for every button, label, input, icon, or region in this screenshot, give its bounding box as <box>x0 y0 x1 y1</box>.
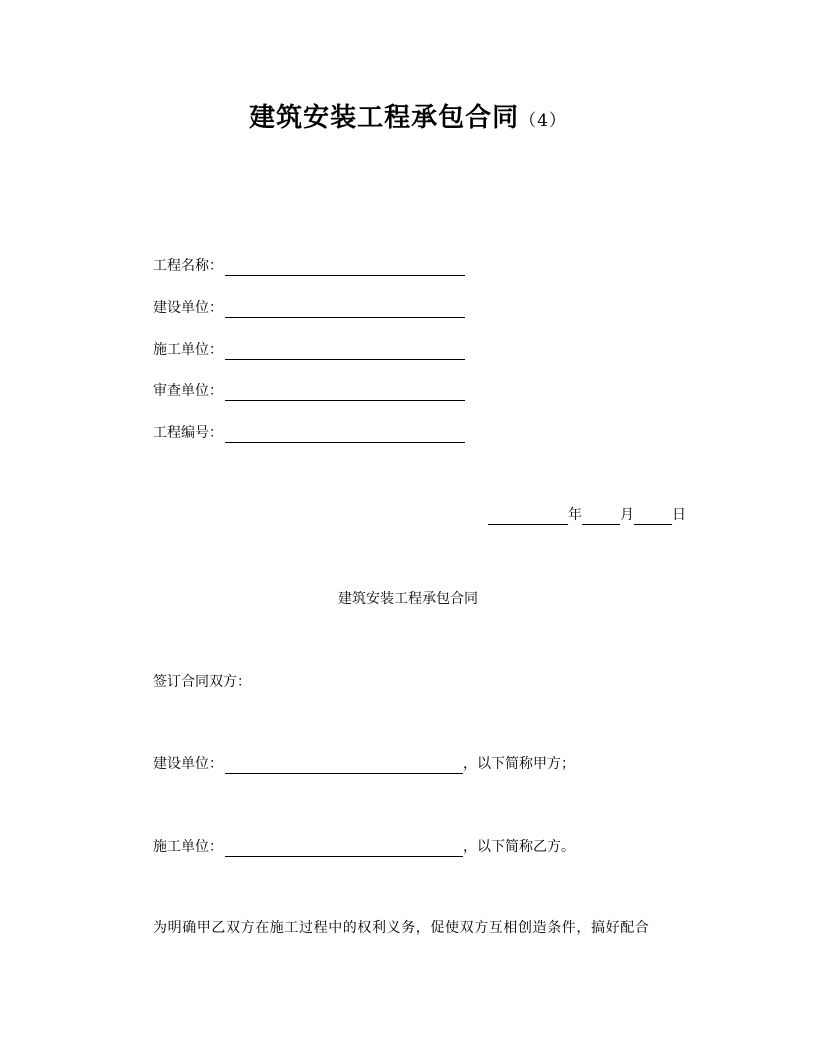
field-project-name <box>153 256 465 276</box>
field-label: 工程编号： <box>153 425 223 441</box>
contract-subtitle: 建筑安装工程承包合同 <box>338 591 478 607</box>
field-builder-unit <box>153 340 465 360</box>
party-a-line <box>153 754 575 774</box>
year-label: 年 <box>568 507 582 523</box>
builder-unit-blank[interactable] <box>225 343 465 360</box>
field-project-number <box>153 423 465 443</box>
party-b-line <box>153 837 575 857</box>
project-name-blank[interactable] <box>225 259 465 276</box>
party-a-suffix: ，以下简称甲方； <box>463 756 575 772</box>
party-b-label: 施工单位： <box>153 839 223 855</box>
review-unit-blank[interactable] <box>225 384 465 401</box>
year-blank[interactable] <box>488 508 568 525</box>
construction-unit-blank[interactable] <box>225 301 465 318</box>
day-blank[interactable] <box>634 508 672 525</box>
document-title <box>0 97 816 134</box>
day-label: 日 <box>672 507 686 523</box>
field-label: 建设单位： <box>153 300 223 316</box>
parties-heading: 签订合同双方： <box>153 674 251 690</box>
body-paragraph: 为明确甲乙双方在施工过程中的权利义务，促使双方互相创造条件，搞好配合 <box>153 920 650 936</box>
field-label: 施工单位： <box>153 342 223 358</box>
party-b-suffix: ，以下简称乙方。 <box>463 839 575 855</box>
field-label: 工程名称： <box>153 258 223 274</box>
field-construction-unit <box>153 298 465 318</box>
party-b-blank[interactable] <box>225 840 463 857</box>
field-review-unit <box>153 381 465 401</box>
party-a-label: 建设单位： <box>153 756 223 772</box>
month-blank[interactable] <box>582 508 620 525</box>
title-main: 建筑安装工程承包合同 <box>249 103 520 133</box>
date-line <box>488 505 686 525</box>
field-label: 审查单位： <box>153 383 223 399</box>
project-number-blank[interactable] <box>225 426 465 443</box>
month-label: 月 <box>620 507 634 523</box>
title-number: （4） <box>519 111 567 131</box>
party-a-blank[interactable] <box>225 757 463 774</box>
